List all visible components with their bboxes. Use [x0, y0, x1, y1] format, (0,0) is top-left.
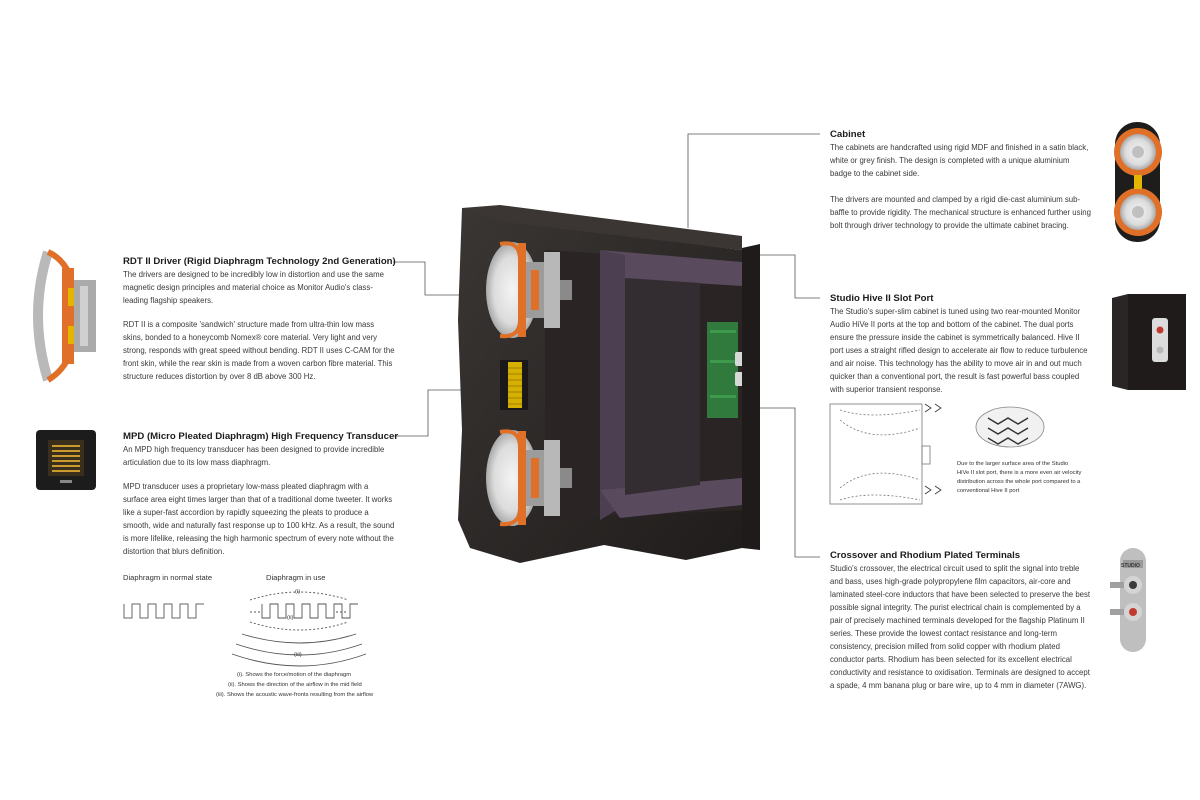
crossover-pcb	[707, 322, 738, 418]
mark-iii: (iii)	[294, 652, 302, 658]
legend-iii: (iii). Shows the acoustic wave-fronts resulting from the airflow	[216, 692, 374, 698]
rdt-paragraph-2: RDT II is a composite 'sandwich' structure made from ultra-thin low mass skins, bonded to a honeycomb Nomex® core material. Very light and very strong, responds with great speed without bending. RDT II uses C-CAM for the front skin, while the rear skin is made from a woven carbon fibre material. This structure reduces distortion by over 8 dB above 300 Hz.	[123, 320, 395, 381]
crossover-paragraph-1: Studio's crossover, the electrical circuit used to split the signal into treble and bass, uses high-grade polypropylene film capacitors, air-core and laminated steel-core inductors that have been selected to preserve the best possible signal integrity. The purist electrical chain is complemented by a pair of precisely machined terminals developed for the flagship Platinum II series. These provide the lowest contact resistance and long-term consistency, precision milled from solid copper with rhodium plated conductor parts. Rhodium has been selected for its excellent electrical conductivity and resistance to oxidisation. Terminals are designed to accept a spade, 4 mm banana plug or bare wire, up to 4 mm in diameter (7AWG).	[830, 564, 1091, 690]
hive-paragraph-1: The Studio's super-slim cabinet is tuned using two rear-mounted Monitor Audio HiVe II ports at the top and bottom of the cabinet. The dual ports ensure the pressure inside the cabinet is symmetrically balanced. Hive II port uses a straight rifled design to accelerate air flow to reduce turbulence and air noise. This technology has the ability to move air in and out much quicker than a conventional port, the result is fast powerful bass coupled with superior transient response.	[830, 307, 1088, 394]
cabinet-cutaway	[458, 205, 760, 563]
cutaway-woofer-bottom	[486, 430, 572, 526]
cabinet-thumbnail	[1114, 122, 1162, 242]
legend-i: (i). Shows the force/motion of the diaphragm	[237, 672, 352, 678]
mpd-paragraph-1: An MPD high frequency transducer has been designed to provide incredible articulation due to its low mass diaphragm.	[123, 445, 385, 467]
cutaway-tweeter	[500, 360, 528, 410]
cutaway-woofer-top	[486, 242, 572, 338]
cabinet-title: Cabinet	[830, 129, 866, 140]
diaphragm-normal-diagram	[124, 604, 204, 618]
mpd-paragraph-2: MPD transducer uses a proprietary low-mass pleated diaphragm with a surface area eight times larger than that of a traditional dome tweeter. It works like a super-fast accordion by rapidly squeezing the pleats to produce a smooth, wide and naturally fast response up to 100 kHz. As a result, the sound is more lifelike, releasing the high harmonic spectrum of every note without the distortion that blurs definition.	[123, 482, 395, 556]
diaphragm-use-label: Diaphragm in use	[266, 573, 326, 582]
cabinet-paragraph-1: The cabinets are handcrafted using rigid MDF and finished in a satin black, white or grey finish. The design is completed with a unique aluminium badge to the cabinet side.	[830, 143, 1089, 178]
diaphragm-normal-label: Diaphragm in normal state	[123, 573, 213, 582]
leader-cabinet	[688, 134, 820, 228]
legend-ii: (ii). Shows the direction of the airflow in the mid field	[228, 682, 362, 688]
rdt-driver-image	[38, 252, 96, 380]
mpd-title: MPD (Micro Pleated Diaphragm) High Frequency Transducer	[123, 431, 399, 442]
mpd-tweeter-image	[36, 430, 96, 490]
terminal-badge-text: STUDIO	[1121, 563, 1140, 569]
crossover-title: Crossover and Rhodium Plated Terminals	[830, 550, 1021, 561]
hive-caption: Due to the larger surface area of the Studio HiVe II slot port, there is a more even air velocity distribution across the whole port compared to a conventional Hive II port	[957, 461, 1082, 494]
damping-left	[600, 250, 625, 520]
mark-ii: (ii)	[287, 615, 294, 621]
hive-port-insert	[976, 407, 1044, 447]
hive-port-thumbnail	[1112, 294, 1186, 390]
hive-title: Studio Hive II Slot Port	[830, 293, 934, 304]
cabinet-paragraph-2: The drivers are mounted and clamped by a rigid die-cast aluminium sub-baffle to provide rigidity. The mechanical structure is enhanced further using bolt through driver technology to provide the ultimate cabinet bracing.	[830, 195, 1091, 230]
port-flow-diagram	[830, 404, 941, 504]
rdt-title: RDT II Driver (Rigid Diaphragm Technology 2nd Generation)	[123, 256, 396, 267]
mark-i: (i)	[295, 589, 301, 595]
rdt-paragraph-1: The drivers are designed to be incredibly low in distortion and use the same magnetic design principles and material choice as Monitor Audio's class-leading flagship speakers.	[123, 270, 384, 305]
